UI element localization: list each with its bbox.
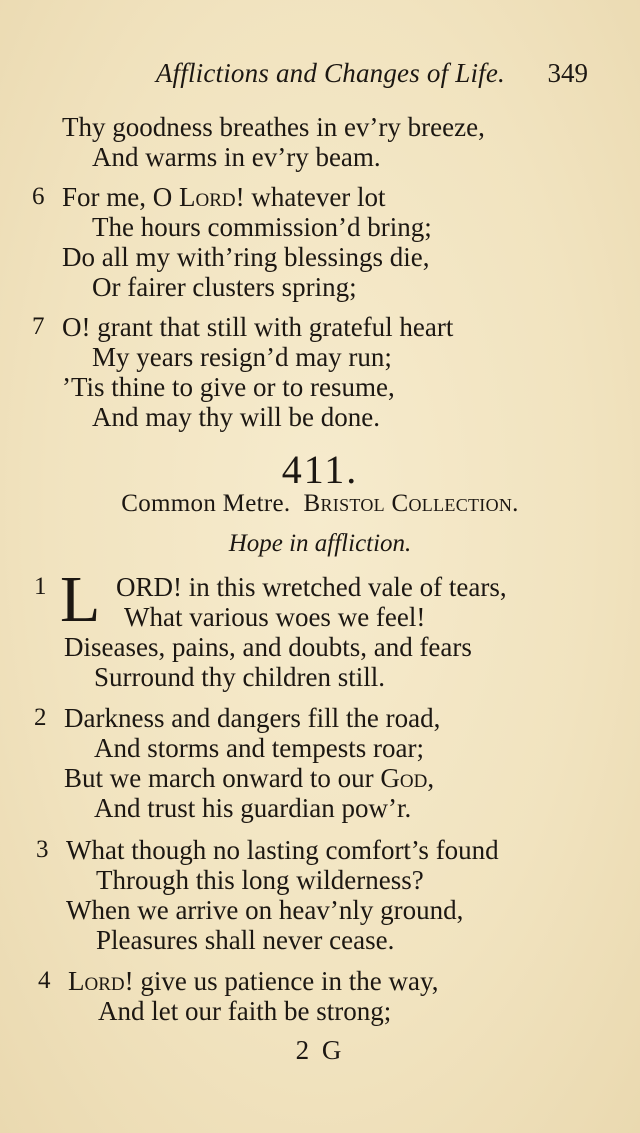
verse-line: Do all my with’ring blessings die, (62, 242, 430, 272)
signature-mark: 2 G (295, 1035, 345, 1065)
verse-line: ORD! in this wretched vale of tears, (116, 572, 507, 602)
verse-line: Thy goodness breathes in ev’ry breeze, (62, 112, 485, 142)
verse-line: O! grant that still with grateful heart (62, 312, 454, 342)
verse-line: Surround thy children still. (94, 662, 385, 692)
verse-number: 1 (34, 573, 47, 600)
text-span: ! whatever lot (235, 182, 386, 212)
verse-line: Through this long wilderness? (96, 865, 424, 895)
hymn-number: 411. (281, 447, 359, 492)
small-caps-word: Lord (68, 966, 125, 996)
verse-number: 2 (34, 704, 47, 731)
verse-line: And warms in ev’ry beam. (92, 142, 381, 172)
verse-number: 3 (36, 836, 49, 863)
collection-label: Bristol Collection. (303, 490, 519, 517)
verse-line: And trust his guardian pow’r. (94, 793, 412, 823)
small-caps-word: Lord (179, 182, 236, 212)
text-span: , (427, 763, 435, 793)
verse-line (64, 763, 434, 793)
verse-line: Darkness and dangers fill the road, (64, 703, 441, 733)
verse-number: 6 (32, 183, 45, 210)
verse-line: When we arrive on heav’nly ground, (66, 895, 464, 925)
verse-line: ’Tis thine to give or to resume, (62, 372, 395, 402)
text-span: For me, O (62, 182, 179, 212)
page-number: 349 (547, 58, 588, 88)
verse-line: Diseases, pains, and doubts, and fears (64, 632, 472, 662)
verse-number: 7 (32, 313, 45, 340)
text-span: But we march onward to our (64, 763, 381, 793)
hymn-subtitle: Hope in affliction. (228, 530, 412, 557)
hymn-meta (0, 490, 640, 518)
verse-line: Or fairer clusters spring; (92, 272, 357, 302)
page-header (0, 58, 640, 94)
drop-cap: L (60, 563, 101, 636)
verse-line: And let our faith be strong; (98, 996, 392, 1026)
verse-line: What though no lasting comfort’s found (66, 835, 499, 865)
verse-line: And storms and tempests roar; (94, 733, 424, 763)
verse-line: My years resign’d may run; (92, 342, 392, 372)
verse-line (62, 182, 386, 212)
verse-number: 4 (38, 967, 51, 994)
metre-label: Common Metre. (121, 490, 291, 517)
verse-line: Pleasures shall never cease. (96, 925, 395, 955)
verse-line (68, 966, 439, 996)
verse-line: What various woes we feel! (124, 602, 426, 632)
text-span: ! give us patience in the way, (124, 966, 439, 996)
verse-line: And may thy will be done. (92, 402, 380, 432)
small-caps-word: God (380, 763, 428, 793)
verse-line: The hours commission’d bring; (92, 212, 432, 242)
running-title: Afflictions and Changes of Life. (155, 58, 505, 88)
